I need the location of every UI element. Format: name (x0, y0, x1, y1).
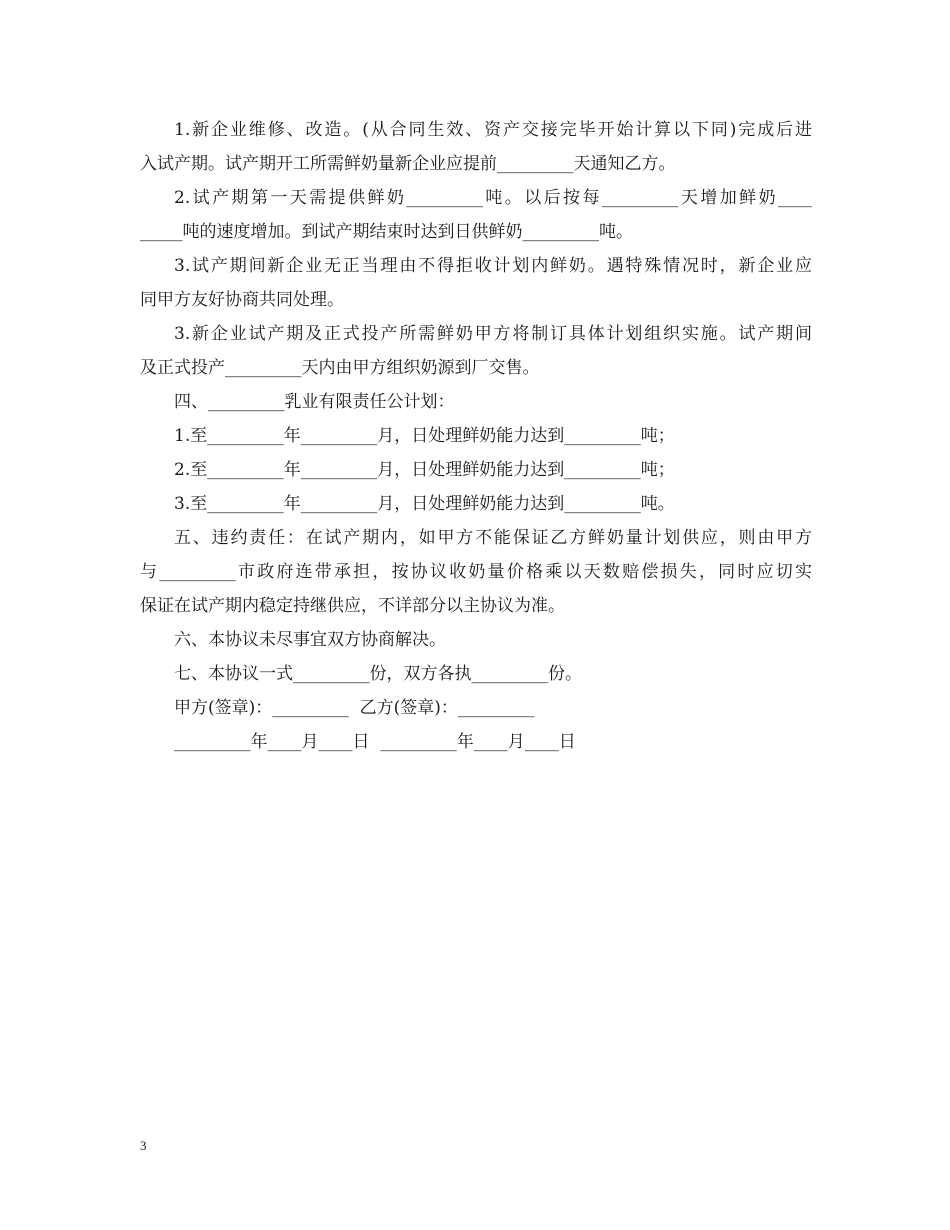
text-line: 七、本协议一式_________份，双方各执_________份。 (174, 664, 582, 684)
text-line: 四、_________乳业有限责任公计划： (174, 392, 455, 412)
text-line: 甲方(签章)：_________ 乙方(签章)：_________ (174, 698, 535, 718)
text-line: 1.至_________年_________月，日处理鲜奶能力达到_________吨； (174, 426, 675, 446)
text-line: 六、本协议未尽事宜双方协商解决。 (174, 630, 446, 650)
page-number: 3 (140, 1138, 147, 1153)
text-line: 及正式投产_________天内由甲方组织奶源到厂交售。 (140, 358, 540, 378)
document-body (140, 113, 812, 759)
text-line: 2.至_________年_________月，日处理鲜奶能力达到_________吨； (174, 460, 675, 480)
text-line: 保证在试产期内稳定持继供应，不详部分以主协议为准。 (140, 596, 565, 616)
text-line: 同甲方友好协商共同处理。 (140, 290, 344, 310)
text-line: 3.试产期间新企业无正当理由不得拒收计划内鲜奶。遇特殊情况时，新企业应 (174, 256, 812, 276)
text-line: 2.试产期第一天需提供鲜奶_________吨。以后按每_________天增加鲜奶____ (174, 188, 812, 208)
text-line: 五、违约责任：在试产期内，如甲方不能保证乙方鲜奶量计划供应，则由甲方 (174, 528, 812, 548)
text-line: 3.至_________年_________月，日处理鲜奶能力达到_________吨。 (174, 494, 675, 514)
text-line: 入试产期。试产期开工所需鲜奶量新企业应提前_________天通知乙方。 (140, 154, 676, 174)
text-line: 3.新企业试产期及正式投产所需鲜奶甲方将制订具体计划组织实施。试产期间 (174, 324, 812, 344)
text-line: _________年____月____日 _________年____月____日 (174, 732, 576, 752)
text-line: _____吨的速度增加。到试产期结束时达到日供鲜奶_________吨。 (140, 222, 633, 242)
text-line: 1.新企业维修、改造。(从合同生效、资产交接完毕开始计算以下同)完成后进 (174, 120, 812, 140)
text-line: 与_________市政府连带承担，按协议收奶量价格乘以天数赔偿损失，同时应切实 (140, 562, 812, 582)
